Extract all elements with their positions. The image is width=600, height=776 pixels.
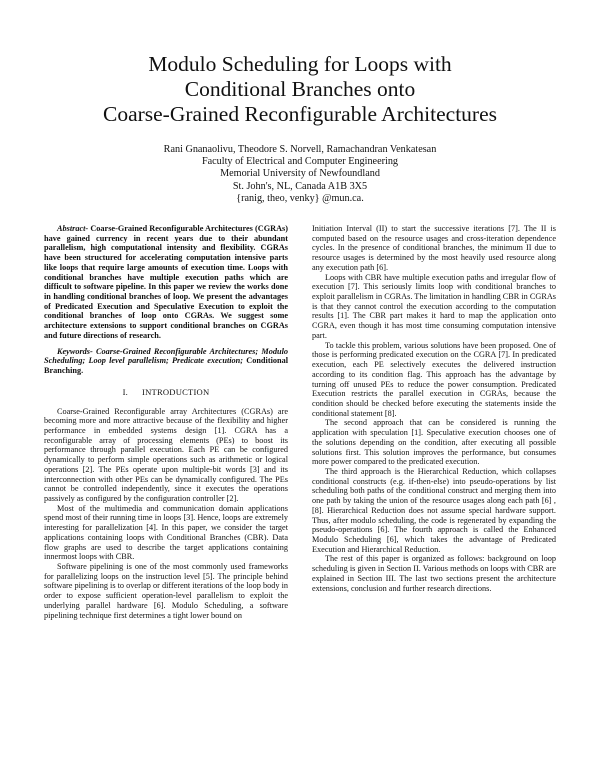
title-line: Coarse-Grained Reconfigurable Architectures	[102, 102, 497, 126]
keywords-label: Keywords-	[57, 346, 93, 356]
body-paragraph: Most of the multimedia and communication domain applications spend most of their running time in loops [3]. Hence, loops are extremely interesting for parallelization [4]. In this paper, we consider the target applications containing loops with Conditional Branches (CBR). Data flow graphs are used to describe the target applications containing innermost loops with CBR.	[44, 503, 288, 562]
keywords	[44, 347, 288, 376]
author-block	[40, 144, 560, 205]
keywords-tail: Conditional Branching.	[44, 356, 288, 376]
left-column	[44, 224, 288, 620]
affiliation-line: St. John's, NL, Canada A1B 3X5	[232, 180, 368, 192]
author-names: Rani Gnanaolivu, Theodore S. Norvell, Ramachandran Venkatesan	[163, 144, 437, 155]
body-paragraph: Software pipelining is one of the most commonly used frameworks for parallelizing loops on the instruction level [5]. The principle behind software pipelining is to overlap or different iterations of the loop body in order to expose sufficient operation-level parallelism to exploit the underlying parallel hardware [6]. Modulo Scheduling, a software pipelining technique first determines a tight lower bound on	[44, 562, 288, 620]
body-paragraph: Coarse-Grained Reconfigurable array Architectures (CGRAs) are becoming more and more attractive because of the flexibility and higher performance in embedded systems design [1]. CGRA has a reconfigurable array of processing elements (PEs) to boost its performance through parallel execution. Each PE can be configured dynamically to perform simple operations such as arithmetic or logical operations [2]. The PEs operate upon multiple-bit words [3] and its interconnection with other PEs can be dynamically configured. The PEs cannot be controlled independently, since it executes the operations passively as configured by the configuration controller [2].	[44, 406, 288, 503]
author-emails: {ranig, theo, venky} @mun.ca.	[236, 192, 364, 204]
keywords-terms: Coarse-Grained Reconfigurable Architectures; Modulo Scheduling; Loop level parallelism; Predicate execution;	[44, 346, 288, 366]
body-paragraph: The rest of this paper is organized as follows: background on loop scheduling is given in Section II. Various methods on loops with CBR are explained in Section III. The last two sections present the architecture extensions, conclusion and further research directions.	[312, 554, 556, 593]
body-paragraph: Loops with CBR have multiple execution paths and irregular flow of execution [7]. This seriously limits loop with conditional branches to exploit parallelism in CGRAs. The limitation in handling CBR in CGRAs is that they cannot control the execution according to the computation results [1]. The CBR part makes it hard to map the application onto CGRA, even though it has most time consuming computation intensive part.	[312, 272, 556, 340]
body-paragraph: To tackle this problem, various solutions have been proposed. One of those is performing predicated execution on the CGRA [7]. In predicated execution, each PE selectively executes the delivered instruction according to its condition flag. This approach has the advantage by turning off unused PEs to reduce the power consumption. Predicated Execution restricts the parallel execution in CGRAs, because the condition should be checked before executing the statements inside the conditional statement [8].	[312, 340, 556, 418]
body-paragraph: Initiation Interval (II) to start the successive iterations [7]. The II is computed based on the resource usages and cross-iteration dependence cycles. In the presence of conditional branches, the minimum II due to resource usages is determined by the most heavily used resource along any execution path [6].	[312, 224, 556, 272]
body-paragraph: The second approach that can be considered is running the application with speculation [1]. Speculative execution chooses one of the solutions depending on the condition, after executing all possible solutions first. This solution improves the performance, but consumes more power compared to the predicated execution.	[312, 418, 556, 467]
title-line: Conditional Branches onto	[184, 77, 416, 101]
abstract-label: Abstract-	[57, 224, 89, 233]
abstract-text: Coarse-Grained Reconfigurable Architectures (CGRAs) have gained currency in recent years due to their abundant parallelism, high computational intensity and flexibility. CGRAs have been structured for accelerating computation intensive parts like loops that require large amounts of execution time. Loops with conditional branches have multiple execution paths which are difficult to software pipeline. In this paper we review the works done in handling conditional branches of loop. We present the advantages of Predicated Execution and Speculative Execution to exploit the conditional branches of loop onto CGRAs. We suggest some architecture extensions to support conditional branches on CGRAs and future directions of research.	[44, 224, 289, 340]
paper-title	[40, 52, 560, 127]
right-column	[312, 224, 556, 593]
section-heading	[44, 388, 288, 398]
section-title: INTRODUCTION	[142, 386, 210, 397]
body-paragraph: The third approach is the Hierarchical Reduction, which collapses conditional constructs (e.g. if-then-else) into pseudo-operations by list scheduling both paths of the conditional construct and merging them into one path by taking the union of the resource usages along each path [6] , [8]. Hierarchical Reduction does not assume special hardware support. Thus, after modulo scheduling, the code is regenerated by expanding the pseudo-operations [6]. The fourth approach is called the Enhanced Modulo Scheduling [6], which takes the advantage of Predicated Execution and Hierarchical Reduction.	[312, 466, 556, 554]
affiliation-line: Memorial University of Newfoundland	[220, 168, 380, 180]
title-line: Modulo Scheduling for Loops with	[148, 52, 452, 76]
abstract	[44, 224, 288, 341]
section-number: I.	[122, 386, 129, 397]
affiliation-line: Faculty of Electrical and Computer Engineering	[201, 156, 399, 168]
